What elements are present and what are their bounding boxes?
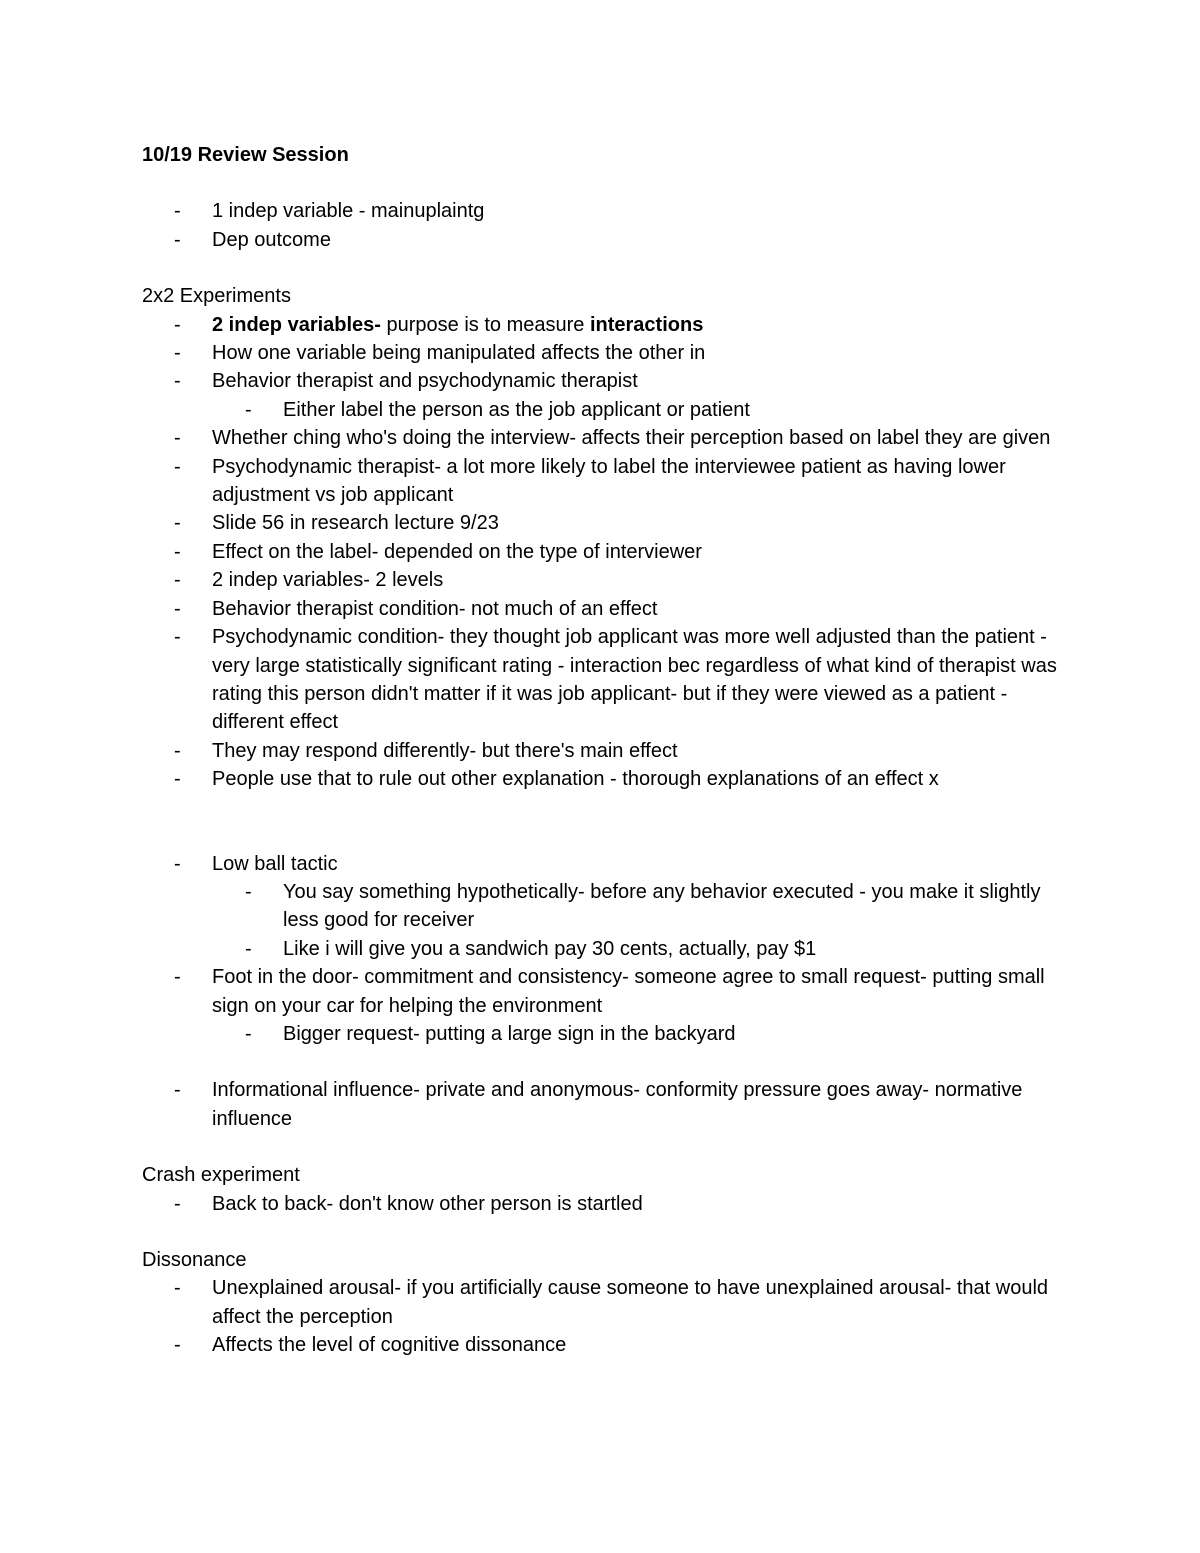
sub-list-item: - Bigger request- putting a large sign in the backyard bbox=[142, 1020, 1070, 1048]
list-item: - 2 indep variables- 2 levels bbox=[142, 566, 1070, 594]
spacer bbox=[142, 1218, 1070, 1246]
experiments-list bbox=[142, 311, 1070, 396]
sub-list-item: - Like i will give you a sandwich pay 30 cents, actually, pay $1 bbox=[142, 935, 1070, 963]
sub-list-item: - Either label the person as the job applicant or patient bbox=[142, 396, 1070, 424]
list-item: - Unexplained arousal- if you artificially cause someone to have unexplained arousal- that would affect the perception bbox=[142, 1274, 1070, 1331]
list-item: - Effect on the label- depended on the type of interviewer bbox=[142, 538, 1070, 566]
influence-list bbox=[142, 1076, 1070, 1133]
section-heading-experiments: 2x2 Experiments bbox=[142, 285, 291, 308]
list-item: - Behavior therapist and psychodynamic therapist bbox=[142, 367, 1070, 395]
list-item: - Behavior therapist condition- not much of an effect bbox=[142, 595, 1070, 623]
list-item: - 1 indep variable - mainuplaintg bbox=[142, 197, 1070, 225]
list-item: - Dep outcome bbox=[142, 226, 1070, 254]
list-item: - Psychodynamic condition- they thought job applicant was more well adjusted than the patient - very large statistically significant rating - interaction bec regardless of what kind of therapist was rating this person didn't matter if it was job applicant- but if they were viewed as a patient - different effect bbox=[142, 623, 1070, 737]
intro-list bbox=[142, 197, 1070, 254]
foot-in-door-sublist bbox=[142, 1020, 1070, 1048]
list-item: - How one variable being manipulated affects the other in bbox=[142, 339, 1070, 367]
dissonance-list bbox=[142, 1274, 1070, 1359]
list-item: - Low ball tactic bbox=[142, 850, 1070, 878]
list-item: - Whether ching who's doing the interview- affects their perception based on label they are given bbox=[142, 424, 1070, 452]
experiments-list-continued bbox=[142, 424, 1070, 793]
tactics-list-continued bbox=[142, 963, 1070, 1020]
experiments-sublist bbox=[142, 396, 1070, 424]
tactics-list bbox=[142, 850, 1070, 878]
low-ball-sublist bbox=[142, 878, 1070, 963]
document-title: 10/19 Review Session bbox=[142, 144, 349, 166]
list-item: - Psychodynamic therapist- a lot more likely to label the interviewee patient as having lower adjustment vs job applicant bbox=[142, 453, 1070, 510]
section-heading-dissonance: Dissonance bbox=[142, 1249, 247, 1271]
list-item: - Affects the level of cognitive dissonance bbox=[142, 1331, 1070, 1359]
spacer bbox=[142, 794, 1070, 850]
list-item: - Informational influence- private and anonymous- conformity pressure goes away- normative influence bbox=[142, 1076, 1070, 1133]
spacer bbox=[142, 1048, 1070, 1076]
crash-list bbox=[142, 1190, 1070, 1218]
list-item bbox=[142, 311, 1070, 339]
bold-text: 2 indep variables- bbox=[212, 313, 381, 336]
list-item: - Back to back- don't know other person is startled bbox=[142, 1190, 1070, 1218]
list-item: - They may respond differently- but there's main effect bbox=[142, 737, 1070, 765]
sub-list-item: - You say something hypothetically- before any behavior executed - you make it slightly less good for receiver bbox=[142, 878, 1070, 935]
bold-text: interactions bbox=[589, 313, 704, 336]
inline-text: purpose is to measure bbox=[380, 313, 590, 336]
spacer bbox=[142, 1133, 1070, 1161]
spacer bbox=[142, 254, 1070, 282]
list-item: - Foot in the door- commitment and consistency- someone agree to small request- putting small sign on your car for helping the environment bbox=[142, 963, 1070, 1020]
list-item: - Slide 56 in research lecture 9/23 bbox=[142, 509, 1070, 537]
section-heading-crash: Crash experiment bbox=[142, 1164, 300, 1187]
list-item: - People use that to rule out other explanation - thorough explanations of an effect x bbox=[142, 765, 1070, 793]
